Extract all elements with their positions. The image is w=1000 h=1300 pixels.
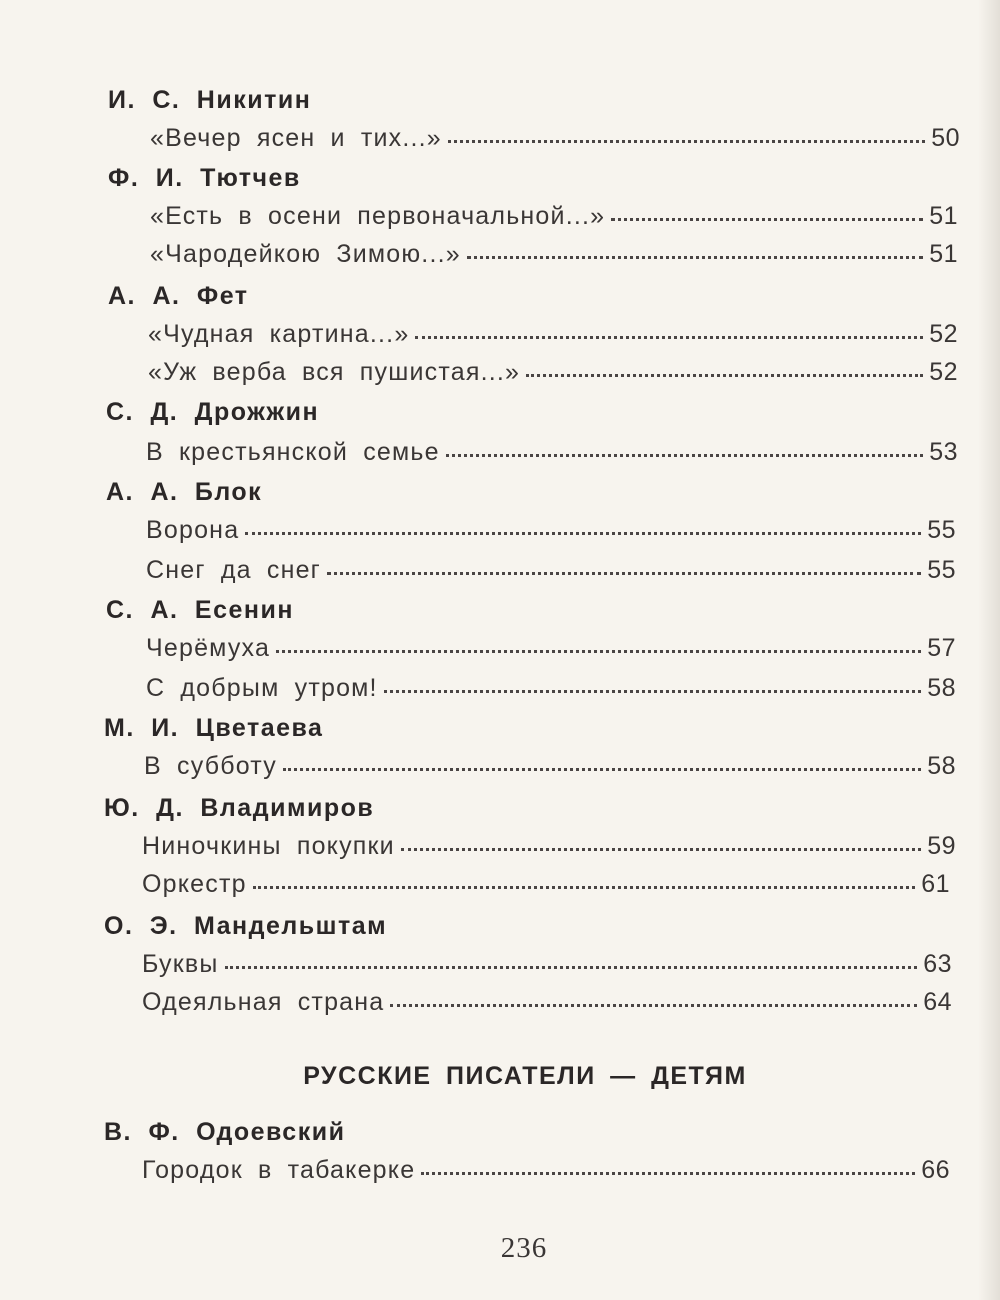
toc-entry-title: Черёмуха (146, 634, 271, 662)
toc-entry[interactable] (146, 674, 956, 706)
toc-entry-page: 52 (929, 358, 958, 386)
toc-entry-page: 58 (927, 674, 956, 702)
dot-leader (276, 650, 921, 653)
toc-entry[interactable] (150, 202, 958, 234)
toc-entry-page: 66 (921, 1156, 950, 1184)
toc-entry-title: «Чародейкою Зимою...» (150, 240, 461, 268)
section-heading: РУССКИЕ ПИСАТЕЛИ — ДЕТЯМ (303, 1062, 747, 1090)
toc-entry-page: 63 (923, 950, 952, 978)
dot-leader (327, 572, 921, 575)
toc-entry-page: 52 (929, 320, 958, 348)
toc-entry[interactable] (144, 752, 956, 784)
toc-author: С. Д. Дрожжин (106, 398, 320, 426)
toc-entry-title: Буквы (142, 950, 219, 978)
toc-entry-page: 51 (929, 202, 958, 230)
toc-entry-page: 53 (929, 438, 958, 466)
toc-entry-title: «Уж верба вся пушистая...» (148, 358, 521, 386)
toc-author: В. Ф. Одоевский (104, 1118, 346, 1146)
dot-leader (611, 218, 923, 221)
toc-entry-page: 50 (931, 124, 960, 152)
dot-leader (467, 256, 923, 259)
toc-entry-title: Снег да снег (146, 556, 321, 584)
toc-entry-title: Одеяльная страна (142, 988, 385, 1016)
toc-entry[interactable] (146, 516, 956, 548)
toc-entry[interactable] (142, 870, 950, 902)
toc-entry-page: 59 (927, 832, 956, 860)
dot-leader (283, 768, 921, 771)
toc-entry-page: 55 (927, 516, 956, 544)
toc-entry-page: 55 (927, 556, 956, 584)
toc-entry-title: «Чудная картина...» (148, 320, 410, 348)
dot-leader (245, 532, 921, 535)
toc-author: Ю. Д. Владимиров (104, 794, 375, 822)
toc-entry-page: 57 (927, 634, 956, 662)
toc-entry-page: 58 (927, 752, 956, 780)
toc-author: А. А. Фет (108, 282, 249, 310)
toc-entry[interactable] (146, 556, 956, 588)
toc-entry-title: Оркестр (142, 870, 247, 898)
toc-entry-page: 51 (929, 240, 958, 268)
dot-leader (421, 1172, 915, 1175)
page-number: 236 (500, 1232, 548, 1264)
dot-leader (384, 690, 921, 693)
toc-entry-title: В крестьянской семье (146, 438, 440, 466)
toc-entry-page: 64 (923, 988, 952, 1016)
toc-entry-page: 61 (921, 870, 950, 898)
toc-entry[interactable] (150, 240, 958, 272)
toc-entry[interactable] (146, 634, 956, 666)
toc-author: И. С. Никитин (108, 86, 312, 114)
toc-entry-title: «Есть в осени первоначальной...» (150, 202, 606, 230)
dot-leader (390, 1004, 917, 1007)
toc-entry[interactable] (142, 1156, 950, 1188)
toc-author: А. А. Блок (106, 478, 263, 506)
toc-entry-title: В субботу (144, 752, 277, 780)
toc-author: Ф. И. Тютчев (108, 164, 301, 192)
toc-entry[interactable] (150, 124, 960, 156)
table-of-contents (0, 84, 1000, 1224)
dot-leader (401, 848, 921, 851)
dot-leader (225, 966, 918, 969)
toc-author: С. А. Есенин (106, 596, 294, 624)
dot-leader (446, 454, 923, 457)
toc-entry[interactable] (142, 950, 952, 982)
toc-entry-title: Ниночкины покупки (142, 832, 395, 860)
toc-entry-title: С добрым утром! (146, 674, 378, 702)
dot-leader (253, 886, 915, 889)
toc-author: О. Э. Мандельштам (104, 912, 388, 940)
toc-entry-title: Городок в табакерке (142, 1156, 416, 1184)
dot-leader (526, 374, 923, 377)
toc-entry-title: Ворона (146, 516, 240, 544)
toc-entry[interactable] (148, 358, 958, 390)
toc-entry[interactable] (142, 832, 956, 864)
toc-author: М. И. Цветаева (104, 714, 324, 742)
dot-leader (415, 336, 923, 339)
toc-entry[interactable] (142, 988, 952, 1020)
toc-entry[interactable] (146, 438, 958, 470)
toc-entry-title: «Вечер ясен и тих...» (150, 124, 442, 152)
toc-entry[interactable] (148, 320, 958, 352)
dot-leader (448, 140, 925, 143)
